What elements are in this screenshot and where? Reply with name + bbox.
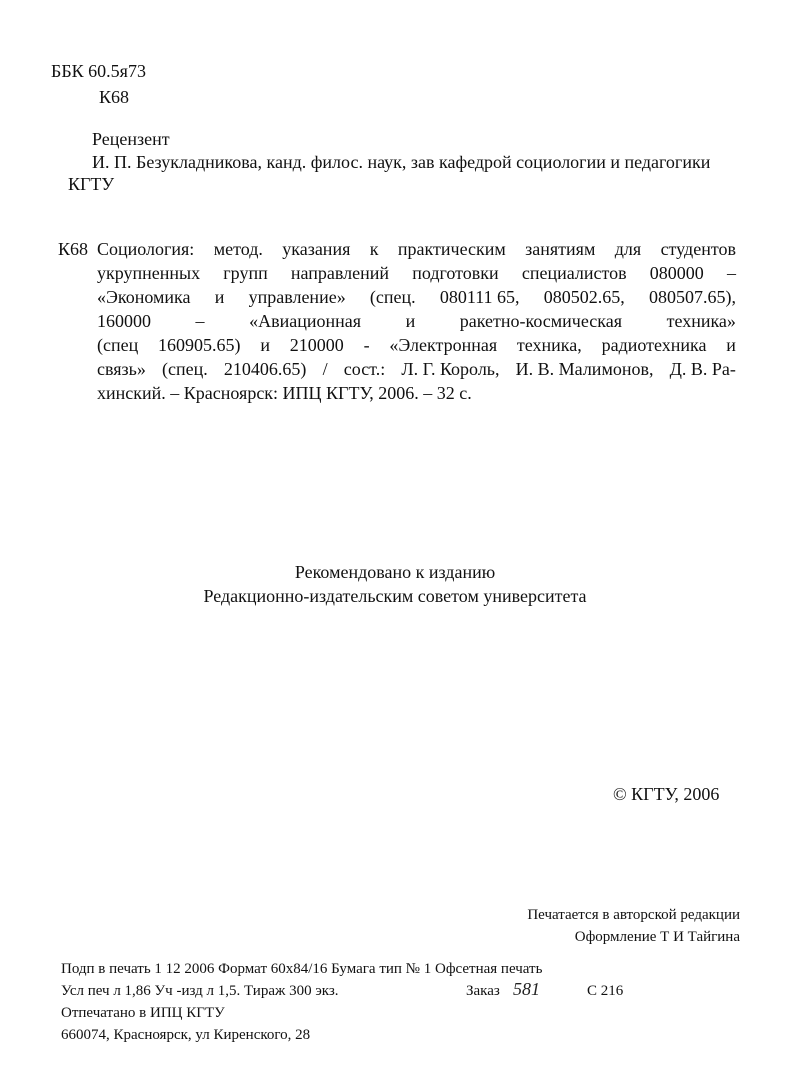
printed-at: Отпечатано в ИПЦ КГТУ	[61, 1005, 225, 1021]
annotation-word: занятиям	[525, 239, 596, 259]
annotation-word: Л. Г. Король,	[401, 359, 500, 379]
annotation-last-line: хинский. – Красноярск: ИПЦ КГТУ, 2006. – 32 с.	[97, 383, 472, 403]
author-sign: К68	[99, 87, 130, 107]
annotation-word: радиотехника	[601, 335, 707, 355]
annotation-word: –	[726, 263, 736, 283]
annotation-word: связь»	[97, 359, 146, 379]
recommendation-line-1: Рекомендовано к изданию	[294, 562, 496, 582]
annotation-line	[97, 357, 736, 381]
annotation-word: и	[405, 311, 416, 331]
annotation-word: специалистов	[521, 263, 627, 283]
annotation-word: 210406.65)	[223, 359, 307, 379]
annotation-word: и	[260, 335, 270, 355]
annotation-word: групп	[223, 263, 268, 283]
order-label: Заказ	[466, 983, 500, 999]
annotation-word: сост.:	[343, 359, 386, 379]
recommendation-line-2: Редакционно-издательским советом университета	[203, 586, 587, 606]
annotation-word: «Авиационная	[249, 311, 362, 331]
annotation-word: Д. В. Ра-	[669, 359, 736, 379]
annotation-word: «Экономика	[97, 287, 191, 307]
imprint-sheets: Усл печ л 1,86 Уч -изд л 1,5. Тираж 300 экз.	[61, 983, 339, 999]
annotation-word: (спец.	[369, 287, 416, 307]
annotation-word: /	[322, 359, 328, 379]
annotation-word: и	[214, 287, 225, 307]
annotation-word: 160000	[97, 311, 151, 331]
annotation-word: практическим	[397, 239, 506, 259]
design-credit: Оформление Т И Тайгина	[574, 929, 740, 945]
annotation-word: студентов	[660, 239, 736, 259]
annotation-word: и	[726, 335, 736, 355]
annotation-line	[97, 237, 736, 261]
order-code: С 216	[587, 983, 624, 999]
annotation-word: укрупненных	[97, 263, 201, 283]
bbk-index: ББК 60.5я73	[51, 61, 146, 81]
annotation-word: «Электронная	[389, 335, 498, 355]
annotation-word: -	[363, 335, 370, 355]
annotation-word: (спец	[97, 335, 139, 355]
copyright: © КГТУ, 2006	[613, 784, 720, 804]
authors-edition-note: Печатается в авторской редакции	[527, 907, 740, 923]
catalog-code: К68	[58, 239, 89, 259]
imprint-signed: Подп в печать 1 12 2006 Формат 60х84/16 Бумага тип № 1 Офсетная печать	[61, 961, 543, 977]
annotation-word: (спец.	[162, 359, 208, 379]
annotation-line	[97, 309, 736, 333]
annotation-word: –	[195, 311, 205, 331]
annotation-line	[97, 333, 736, 357]
order-number: 581	[513, 979, 540, 999]
annotation-word: метод.	[213, 239, 263, 259]
annotation-word: 080502.65,	[543, 287, 625, 307]
annotation-word: 080507.65),	[649, 287, 736, 307]
reviewer-description: И. П. Безукладникова, канд. филос. наук, зав кафедрой социологии и педагогики КГТУ	[68, 152, 711, 194]
annotation-word: управление»	[248, 287, 346, 307]
annotation-word: техника,	[516, 335, 582, 355]
annotation-word: И. В. Малимонов,	[515, 359, 654, 379]
annotation-word: 160905.65)	[158, 335, 241, 355]
reviewer-label: Рецензент	[92, 129, 170, 149]
annotation	[97, 237, 736, 405]
address: 660074, Красноярск, ул Киренского, 28	[61, 1027, 311, 1043]
annotation-word: Социология:	[97, 239, 195, 259]
annotation-word: 080000	[649, 263, 704, 283]
annotation-word: направлений	[290, 263, 390, 283]
annotation-word: 210000	[289, 335, 344, 355]
annotation-line	[97, 285, 736, 309]
annotation-word: 080111 65,	[439, 287, 520, 307]
annotation-word: подготовки	[412, 263, 499, 283]
annotation-line	[97, 261, 736, 285]
annotation-word: для	[614, 239, 642, 259]
annotation-word: техника»	[666, 311, 736, 331]
annotation-word: указания	[282, 239, 351, 259]
annotation-word: ракетно-космическая	[459, 311, 623, 331]
annotation-word: к	[369, 239, 379, 259]
